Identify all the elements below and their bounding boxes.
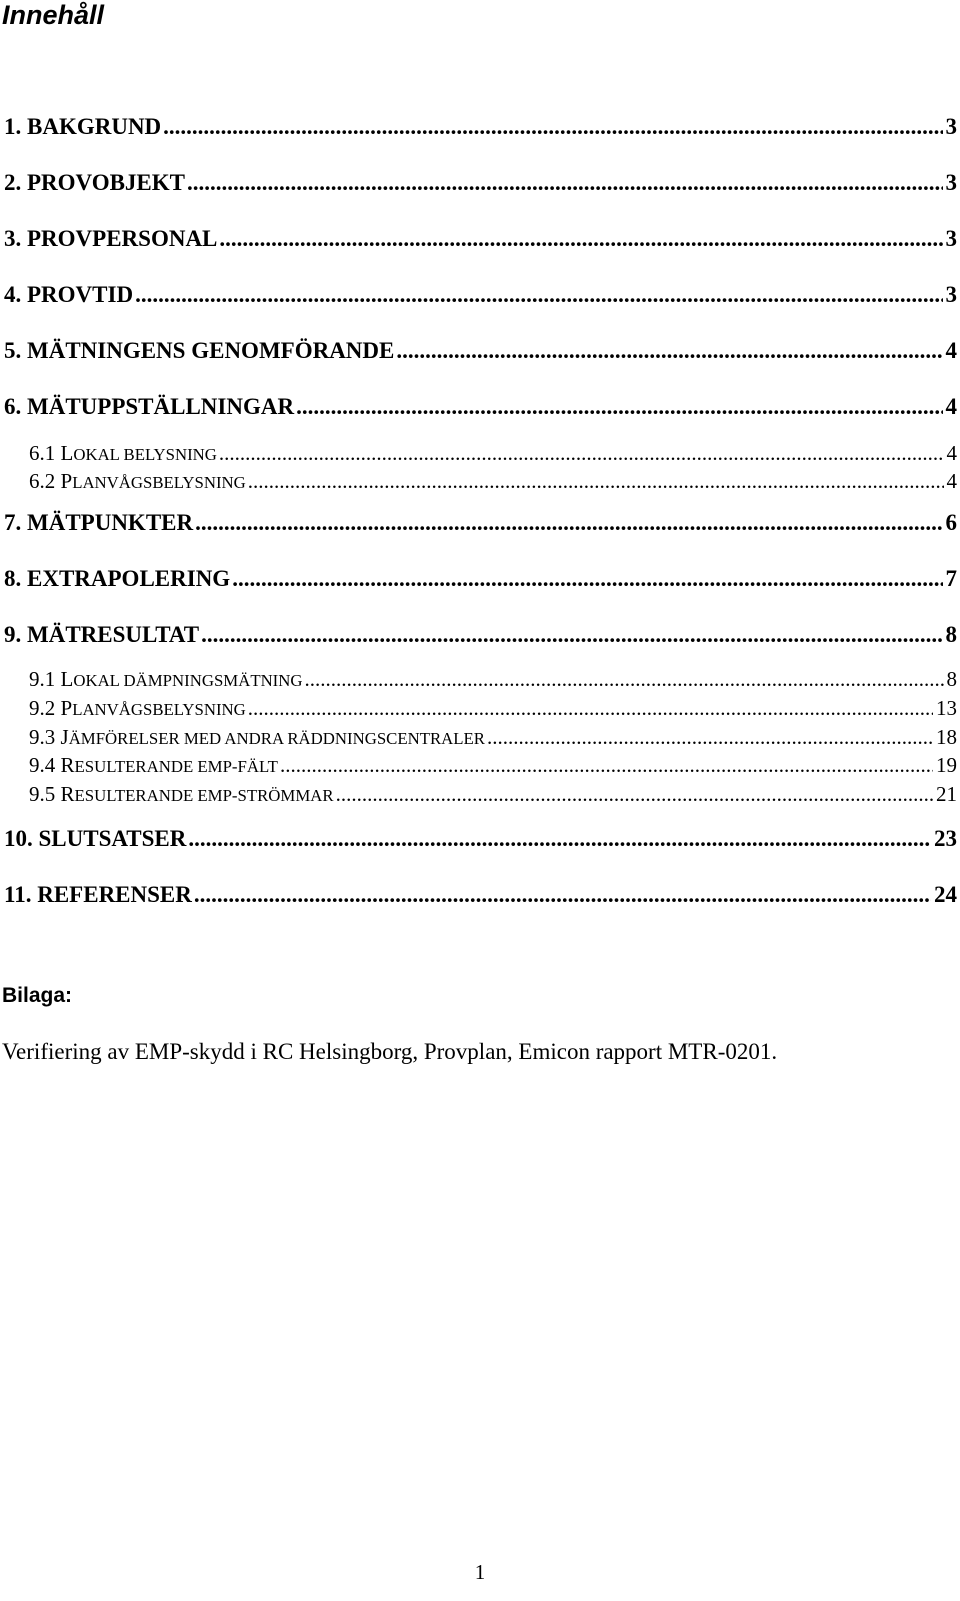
toc-page-number: 4 xyxy=(945,394,957,419)
toc-entry[interactable] xyxy=(29,725,957,750)
toc-page-number: 4 xyxy=(946,469,957,493)
toc-page-number: 21 xyxy=(936,782,957,806)
toc-entry-label: 3. PROVPERSONAL xyxy=(4,226,218,251)
dot-leader xyxy=(219,441,944,466)
toc-entry-label: 9.2 PLANVÅGSBELYSNING xyxy=(29,696,246,720)
toc-entry-label: 1. BAKGRUND xyxy=(4,114,162,139)
toc-page-number: 19 xyxy=(936,753,957,777)
toc-page-number: 7 xyxy=(945,566,957,591)
dot-leader xyxy=(201,622,942,648)
dot-leader xyxy=(163,114,942,140)
toc-page-number: 13 xyxy=(936,696,957,720)
toc-entry-label: 4. PROVTID xyxy=(4,282,134,307)
dot-leader xyxy=(195,510,942,536)
toc-page-number: 3 xyxy=(945,170,957,195)
toc-entry-label: 10. SLUTSATSER xyxy=(4,826,187,851)
toc-entry[interactable] xyxy=(29,696,957,721)
toc-entry-label: 6.2 PLANVÅGSBELYSNING xyxy=(29,469,246,493)
dot-leader xyxy=(280,753,933,778)
dot-leader xyxy=(187,170,942,196)
dot-leader xyxy=(248,469,944,494)
toc-entry-label: 6. MÄTUPPSTÄLLNINGAR xyxy=(4,394,295,419)
toc-entry-label: 8. EXTRAPOLERING xyxy=(4,566,231,591)
page-title: Innehåll xyxy=(2,0,105,30)
dot-leader xyxy=(188,826,931,852)
dot-leader xyxy=(232,566,942,592)
toc-page-number: 4 xyxy=(946,441,957,465)
toc-page-number: 23 xyxy=(934,826,957,851)
dot-leader xyxy=(135,282,942,308)
toc-entry-label: 11. REFERENSER xyxy=(4,882,192,907)
toc-page-number: 3 xyxy=(945,226,957,251)
toc-entry[interactable] xyxy=(29,753,957,778)
toc-entry[interactable] xyxy=(4,226,957,252)
page-number: 1 xyxy=(474,1560,486,1584)
toc-entry[interactable] xyxy=(29,667,957,692)
toc-entry-label: 9.4 RESULTERANDE EMP-FÄLT xyxy=(29,753,278,777)
dot-leader xyxy=(219,226,942,252)
toc-entry-label: 9.1 LOKAL DÄMPNINGSMÄTNING xyxy=(29,667,303,691)
toc-entry[interactable] xyxy=(4,282,957,308)
dot-leader xyxy=(396,338,942,364)
dot-leader xyxy=(336,782,933,807)
appendix-reference: Verifiering av EMP-skydd i RC Helsingborg, Provplan, Emicon rapport MTR-0201. xyxy=(2,1039,778,1064)
toc-page-number: 18 xyxy=(936,725,957,749)
toc-page-number: 24 xyxy=(934,882,957,907)
toc-entry-label: 6.1 LOKAL BELYSNING xyxy=(29,441,217,465)
dot-leader xyxy=(487,725,933,750)
toc-entry[interactable] xyxy=(4,510,957,536)
toc-entry[interactable] xyxy=(4,114,957,140)
toc-entry[interactable] xyxy=(4,338,957,364)
toc-entry[interactable] xyxy=(4,394,957,420)
toc-entry-label: 5. MÄTNINGENS GENOMFÖRANDE xyxy=(4,338,395,363)
toc-entry[interactable] xyxy=(4,170,957,196)
toc-entry[interactable] xyxy=(4,826,957,852)
toc-entry[interactable] xyxy=(4,566,957,592)
toc-entry[interactable] xyxy=(4,882,957,908)
toc-entry-label: 9.5 RESULTERANDE EMP-STRÖMMAR xyxy=(29,782,334,806)
dot-leader xyxy=(305,667,944,692)
toc-page-number: 3 xyxy=(945,282,957,307)
toc-entry[interactable] xyxy=(29,441,957,466)
toc-page-number: 3 xyxy=(945,114,957,139)
toc-entry-label: 9.3 JÄMFÖRELSER MED ANDRA RÄDDNINGSCENTRALER xyxy=(29,725,485,749)
toc-entry[interactable] xyxy=(29,782,957,807)
appendix-heading: Bilaga: xyxy=(2,984,73,1007)
dot-leader xyxy=(248,696,933,721)
dot-leader xyxy=(194,882,931,908)
toc-entry-label: 7. MÄTPUNKTER xyxy=(4,510,194,535)
toc-page-number: 4 xyxy=(945,338,957,363)
toc-page-number: 6 xyxy=(945,510,957,535)
toc-entry-label: 2. PROVOBJEKT xyxy=(4,170,186,195)
toc-page-number: 8 xyxy=(945,622,957,647)
dot-leader xyxy=(296,394,942,420)
toc-entry[interactable] xyxy=(4,622,957,648)
toc-entry-label: 9. MÄTRESULTAT xyxy=(4,622,200,647)
toc-entry[interactable] xyxy=(29,469,957,494)
toc-page-number: 8 xyxy=(946,667,957,691)
